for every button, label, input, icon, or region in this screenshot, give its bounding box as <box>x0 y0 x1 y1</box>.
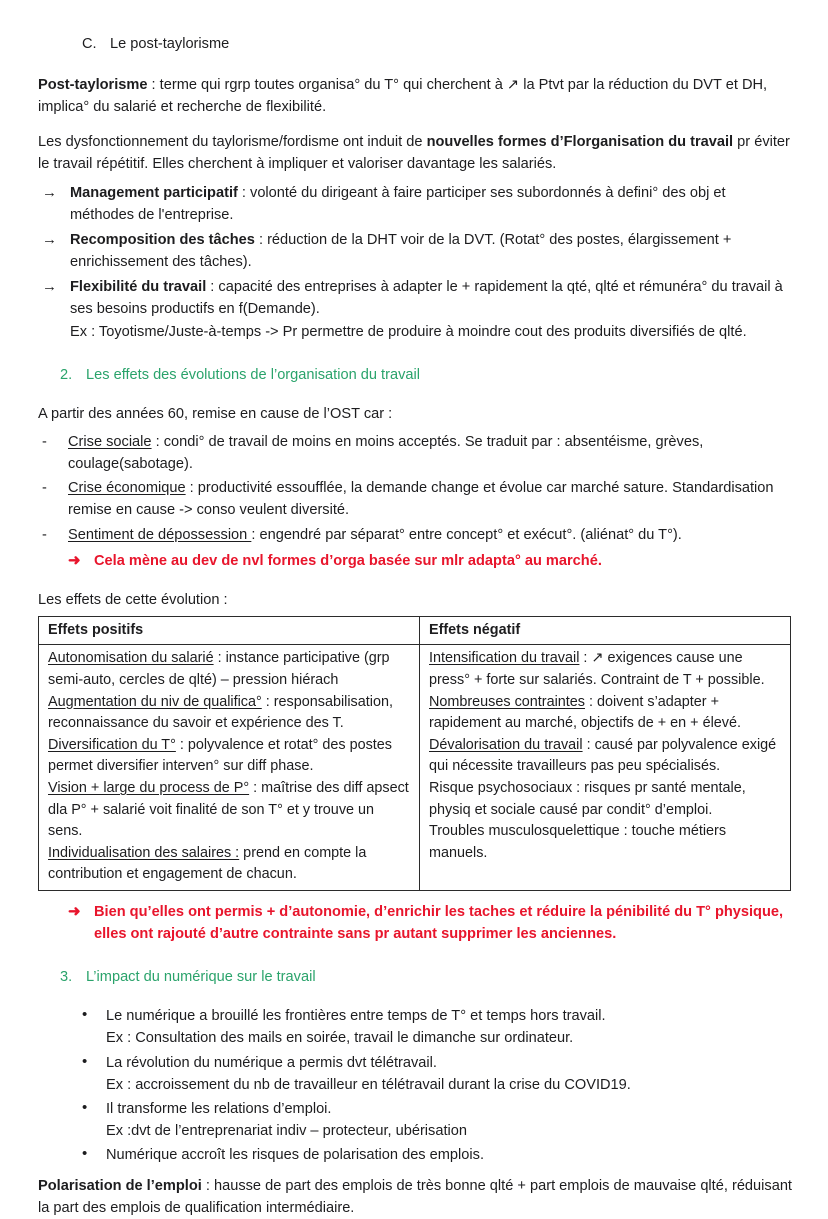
table-entry-body: : responsabilisation, reconnaissance du savoir et expérience des T. <box>48 693 393 732</box>
bullet-dot-icon: • <box>82 1099 88 1116</box>
table-entry-body: Risque psychosociaux : risques pr santé mentale, physiq et sociale causé par condit° d’emploi. <box>429 780 746 818</box>
arrow-item-body: : capacité des entreprises à adapter le + rapidement la qté, qlté et rémunéra° du travail à ses besoins productifs en f(Demande). <box>70 279 783 318</box>
table-entry-body: : instance participative (grp semi-auto, cercles de qlté) – pression hiérach <box>48 650 390 688</box>
table-entry <box>48 843 411 886</box>
table-cell-positive <box>39 645 420 891</box>
heading-c <box>38 34 792 56</box>
red-callout <box>38 901 792 945</box>
definition-polarisation <box>38 1175 792 1219</box>
paragraph-ost-intro: A partir des années 60, remise en cause de l’OST car : <box>38 405 393 422</box>
heading-3-number: 3. <box>60 969 73 986</box>
arrow-right-icon: → <box>42 278 57 296</box>
list-item-text: La révolution du numérique a permis dvt télétravail. <box>106 1054 437 1071</box>
arrow-item-term: Recomposition des tâches <box>70 231 255 248</box>
heading-2-text: Les effets des évolutions de l’organisation du travail <box>86 366 420 383</box>
dash-item <box>38 431 792 475</box>
arrow-item-term: Flexibilité du travail <box>70 279 207 296</box>
table-entry <box>429 778 782 821</box>
table-entry-body: : ↗ exigences cause une press° + forte sur salariés. Contraint de T + possible. <box>429 650 765 688</box>
dash-item-term: Sentiment de dépossession <box>68 526 252 543</box>
arrow-right-bold-icon: ➜ <box>68 551 81 569</box>
heading-c-marker: C. <box>82 36 97 52</box>
paragraph-dysfonctionnement-bold: nouvelles formes d’Florganisation du travail <box>426 134 734 151</box>
effects-table <box>38 616 791 891</box>
paragraph-dysfonctionnement-part1: Les dysfonctionnement du taylorisme/fordisme ont induit de <box>38 134 427 151</box>
table-header-negative: Effets négatif <box>420 616 791 645</box>
definition-polarisation-term: Polarisation de l’emploi <box>38 1177 202 1194</box>
table-entry-term: Diversification du T° <box>48 736 176 753</box>
table-entry <box>48 648 411 691</box>
definition-post-taylorisme-term: Post-taylorisme <box>38 76 148 93</box>
arrow-item-example: Ex : Toyotisme/Juste-à-temps -> Pr permettre de produire à moindre cout des produits diversifiés de qlté. <box>70 323 747 340</box>
list-item-example: Ex : accroissement du nb de travailleur en télétravail durant la crise du COVID19. <box>106 1076 631 1093</box>
table-entry-term: Autonomisation du salarié <box>48 650 214 667</box>
red-callout <box>38 550 792 572</box>
table-entry-term: Individualisation des salaires : <box>48 844 240 861</box>
arrow-item-body: : volonté du dirigeant à faire participer ses subordonnés à defini° des obj et méthodes de l'entreprise. <box>70 184 726 223</box>
arrow-item <box>38 276 792 343</box>
arrow-item-term: Management participatif <box>70 184 238 201</box>
table-cell-negative <box>420 645 791 891</box>
table-entry-body: : doivent s’adapter + rapidement au marché, objectifs de + en + élevé. <box>429 693 741 732</box>
bullet-dot-icon: • <box>82 1052 88 1070</box>
table-entry-term: Nombreuses contraintes <box>429 693 585 710</box>
red-callout-text: Bien qu’elles ont permis + d’autonomie, d’enrichir les taches et réduire la pénibilité du T° physique, elles ont rajouté d’autre contrainte sans pr autant supprimer les anciennes. <box>94 904 784 943</box>
paragraph-dysfonctionnement <box>38 131 792 175</box>
list-item-text: Le numérique a brouillé les frontières entre temps de T° et temps hors travail. <box>106 1008 606 1025</box>
arrow-right-bold-icon: ➜ <box>68 903 81 921</box>
dash-item-term: Crise économique <box>68 480 186 497</box>
list-item-example: Ex :dvt de l’entreprenariat indiv – protecteur, ubérisation <box>106 1123 467 1140</box>
paragraph-dysfonctionnement-part2: pr éviter le travail répétitif. Elles cherchent à impliquer et valoriser davantage les salariés. <box>38 134 790 173</box>
document-content <box>38 34 792 1219</box>
dash-item <box>38 477 792 521</box>
table-entry <box>48 778 411 843</box>
table-entry-body: prend en compte la contribution et engagement de chacun. <box>48 844 367 883</box>
dash-item-term: Crise sociale <box>68 433 152 450</box>
heading-3-text: L’impact du numérique sur le travail <box>86 969 316 986</box>
list-item <box>38 1144 792 1166</box>
arrow-item-body: : réduction de la DHT voir de la DVT. (Rotat° des postes, élargissement + enrichissement des tâches). <box>70 231 732 271</box>
heading-c-text: Le post-taylorisme <box>110 36 230 52</box>
table-entry-term: Dévalorisation du travail <box>429 736 583 753</box>
definition-polarisation-body: : hausse de part des emplois de très bonne qlté + part emplois de mauvaise qlté, réduisant la part des emplois de qualification intermédiaire. <box>38 1177 792 1216</box>
dash-item-body: : productivité essoufflée, la demande change et évolue car marché sature. Standardisation remise en cause -> conso veulent diversité. <box>68 480 774 519</box>
list-item-text: Numérique accroît les risques de polarisation des emplois. <box>106 1147 484 1164</box>
dash-item-body: : condi° de travail de moins en moins acceptés. Se traduit par : absentéisme, grèves, coulage(sabotage). <box>68 433 704 473</box>
table-entry-body: : causé par polyvalence exigé qui nécessite travailleurs pas peu spécialisés. <box>429 736 777 775</box>
list-item <box>38 1005 792 1049</box>
dash-bullet-icon: - <box>42 433 47 450</box>
table-entry-term: Vision + large du process de P° <box>48 780 250 797</box>
table-entry-body: : maîtrise des diff apsect dla P° + salarié voit finalité de son T° et y trouve un sens. <box>48 780 409 840</box>
table-entry-term: Intensification du travail <box>429 650 580 667</box>
table-entry-body: : polyvalence et rotat° des postes permet diversifier interven° sur diff phase. <box>48 736 393 775</box>
table-entry-term: Augmentation du niv de qualifica° <box>48 693 262 710</box>
table-entry <box>429 735 782 778</box>
dash-bullet-icon: - <box>42 526 47 543</box>
heading-2 <box>38 365 792 387</box>
table-row <box>39 645 791 891</box>
table-entry <box>429 648 782 691</box>
list-item-text: Il transforme les relations d’emploi. <box>106 1101 332 1117</box>
dash-item-body: : engendré par séparat° entre concept° et exécut°. (aliénat° du T°). <box>251 526 682 543</box>
list-item <box>38 1052 792 1096</box>
arrow-right-icon: → <box>42 230 57 248</box>
dash-bullet-icon: - <box>42 480 47 497</box>
bullet-dot-icon: • <box>82 1006 88 1024</box>
table-intro: Les effets de cette évolution : <box>38 591 228 608</box>
table-entry <box>48 692 411 735</box>
red-callout-text: Cela mène au dev de nvl formes d’orga basée sur mlr adapta° au marché. <box>94 552 602 569</box>
table-header-row <box>39 616 791 645</box>
definition-post-taylorisme <box>38 74 792 118</box>
table-header-positive: Effets positifs <box>39 616 420 645</box>
list-item <box>38 1098 792 1142</box>
table-entry <box>429 821 782 864</box>
heading-2-number: 2. <box>60 366 73 383</box>
heading-3 <box>38 967 792 989</box>
arrow-item <box>38 229 792 273</box>
table-entry <box>48 735 411 778</box>
arrow-item <box>38 182 792 226</box>
definition-post-taylorisme-body: : terme qui rgrp toutes organisa° du T° qui cherchent à ↗ la Ptvt par la réduction du DVT et DH, implica° du salarié et recherche de flexibilité. <box>38 76 768 116</box>
table-entry <box>429 692 782 735</box>
numerique-bullet-list <box>38 1005 792 1166</box>
table-entry-body: Troubles musculosquelettique : touche métiers manuels. <box>429 823 727 861</box>
bullet-dot-icon: • <box>82 1145 88 1163</box>
arrow-right-icon: → <box>42 183 57 201</box>
list-item-example: Ex : Consultation des mails en soirée, travail le dimanche sur ordinateur. <box>106 1030 574 1047</box>
dash-item <box>38 524 792 546</box>
